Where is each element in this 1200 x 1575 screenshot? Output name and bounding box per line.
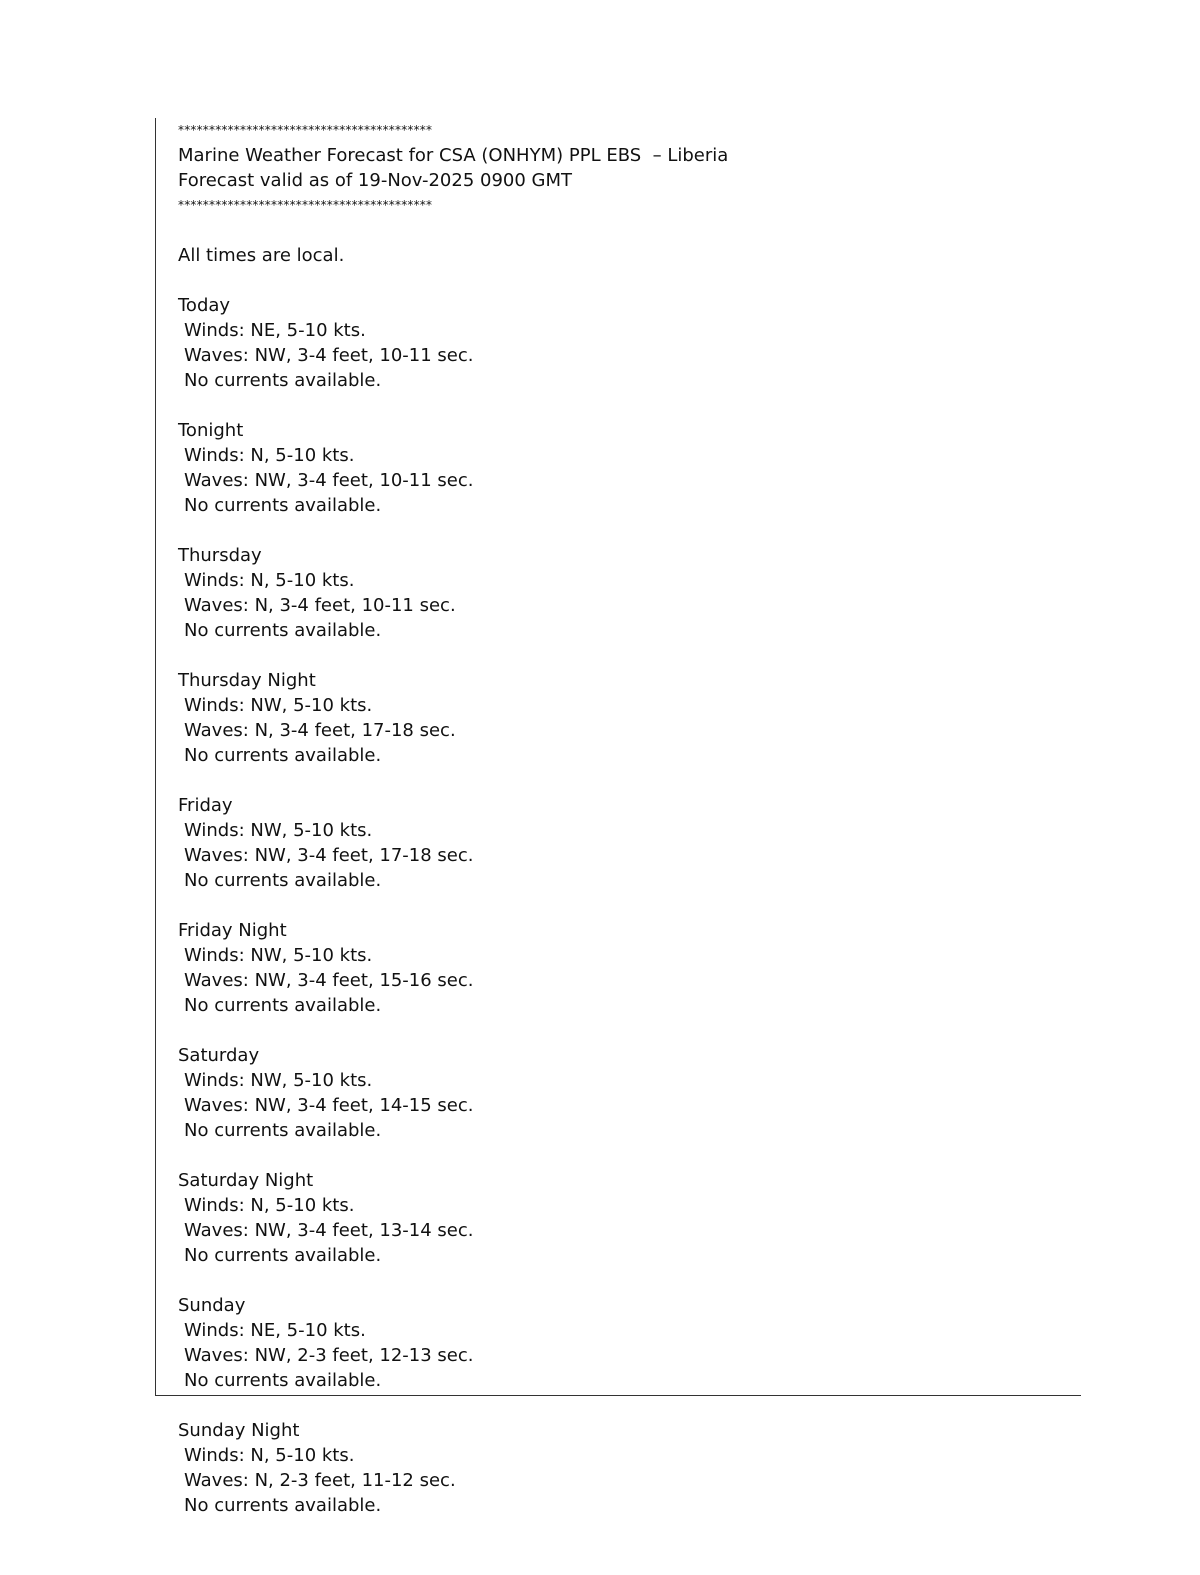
spacer	[178, 1143, 1058, 1168]
period-winds: Winds: N, 5-10 kts.	[184, 1445, 355, 1466]
period-name: Saturday Night	[178, 1170, 314, 1191]
forecast-period	[178, 1168, 1058, 1293]
spacer	[178, 268, 1058, 293]
period-waves: Waves: NW, 3-4 feet, 17-18 sec.	[184, 845, 474, 866]
period-currents: No currents available.	[184, 370, 382, 391]
times-note: All times are local.	[178, 245, 345, 266]
forecast-period	[178, 543, 1058, 668]
period-winds: Winds: N, 5-10 kts.	[184, 570, 355, 591]
spacer	[178, 893, 1058, 918]
forecast-document	[178, 118, 1058, 1518]
period-waves: Waves: NW, 3-4 feet, 10-11 sec.	[184, 470, 474, 491]
spacer	[178, 1018, 1058, 1043]
frame-left-border	[155, 118, 156, 1395]
forecast-period	[178, 668, 1058, 793]
period-currents: No currents available.	[184, 1370, 382, 1391]
period-waves: Waves: NW, 3-4 feet, 13-14 sec.	[184, 1220, 474, 1241]
period-winds: Winds: NW, 5-10 kts.	[184, 1070, 373, 1091]
period-currents: No currents available.	[184, 1245, 382, 1266]
period-waves: Waves: NW, 3-4 feet, 10-11 sec.	[184, 345, 474, 366]
header-stars-bottom: *****************************************	[178, 198, 433, 212]
spacer	[178, 518, 1058, 543]
forecast-period	[178, 1418, 1058, 1518]
period-winds: Winds: N, 5-10 kts.	[184, 1195, 355, 1216]
forecast-period	[178, 918, 1058, 1043]
forecast-period	[178, 293, 1058, 418]
period-waves: Waves: NW, 3-4 feet, 15-16 sec.	[184, 970, 474, 991]
forecast-title: Marine Weather Forecast for CSA (ONHYM) PPL EBS – Liberia	[178, 145, 729, 166]
period-name: Tonight	[178, 420, 244, 441]
period-winds: Winds: NW, 5-10 kts.	[184, 695, 373, 716]
forecast-period	[178, 418, 1058, 543]
forecast-period	[178, 1043, 1058, 1168]
period-name: Thursday	[178, 545, 262, 566]
period-currents: No currents available.	[184, 1495, 382, 1516]
period-currents: No currents available.	[184, 995, 382, 1016]
period-name: Friday	[178, 795, 233, 816]
period-currents: No currents available.	[184, 1120, 382, 1141]
spacer	[178, 1268, 1058, 1293]
period-winds: Winds: NE, 5-10 kts.	[184, 320, 366, 341]
period-winds: Winds: NW, 5-10 kts.	[184, 820, 373, 841]
period-currents: No currents available.	[184, 745, 382, 766]
header-stars-top: *****************************************	[178, 123, 433, 137]
period-name: Sunday	[178, 1295, 246, 1316]
spacer	[178, 218, 1058, 243]
period-waves: Waves: NW, 2-3 feet, 12-13 sec.	[184, 1345, 474, 1366]
period-name: Today	[178, 295, 231, 316]
period-winds: Winds: NW, 5-10 kts.	[184, 945, 373, 966]
spacer	[178, 643, 1058, 668]
spacer	[178, 393, 1058, 418]
period-waves: Waves: N, 2-3 feet, 11-12 sec.	[184, 1470, 456, 1491]
period-waves: Waves: NW, 3-4 feet, 14-15 sec.	[184, 1095, 474, 1116]
spacer	[178, 1393, 1058, 1418]
period-winds: Winds: N, 5-10 kts.	[184, 445, 355, 466]
spacer	[178, 768, 1058, 793]
period-currents: No currents available.	[184, 495, 382, 516]
period-name: Sunday Night	[178, 1420, 300, 1441]
period-name: Saturday	[178, 1045, 260, 1066]
forecast-period	[178, 793, 1058, 918]
period-name: Thursday Night	[178, 670, 316, 691]
forecast-period	[178, 1293, 1058, 1418]
period-name: Friday Night	[178, 920, 287, 941]
period-currents: No currents available.	[184, 870, 382, 891]
period-waves: Waves: N, 3-4 feet, 17-18 sec.	[184, 720, 456, 741]
period-waves: Waves: N, 3-4 feet, 10-11 sec.	[184, 595, 456, 616]
period-winds: Winds: NE, 5-10 kts.	[184, 1320, 366, 1341]
forecast-valid-time: Forecast valid as of 19-Nov-2025 0900 GMT	[178, 170, 572, 191]
period-currents: No currents available.	[184, 620, 382, 641]
